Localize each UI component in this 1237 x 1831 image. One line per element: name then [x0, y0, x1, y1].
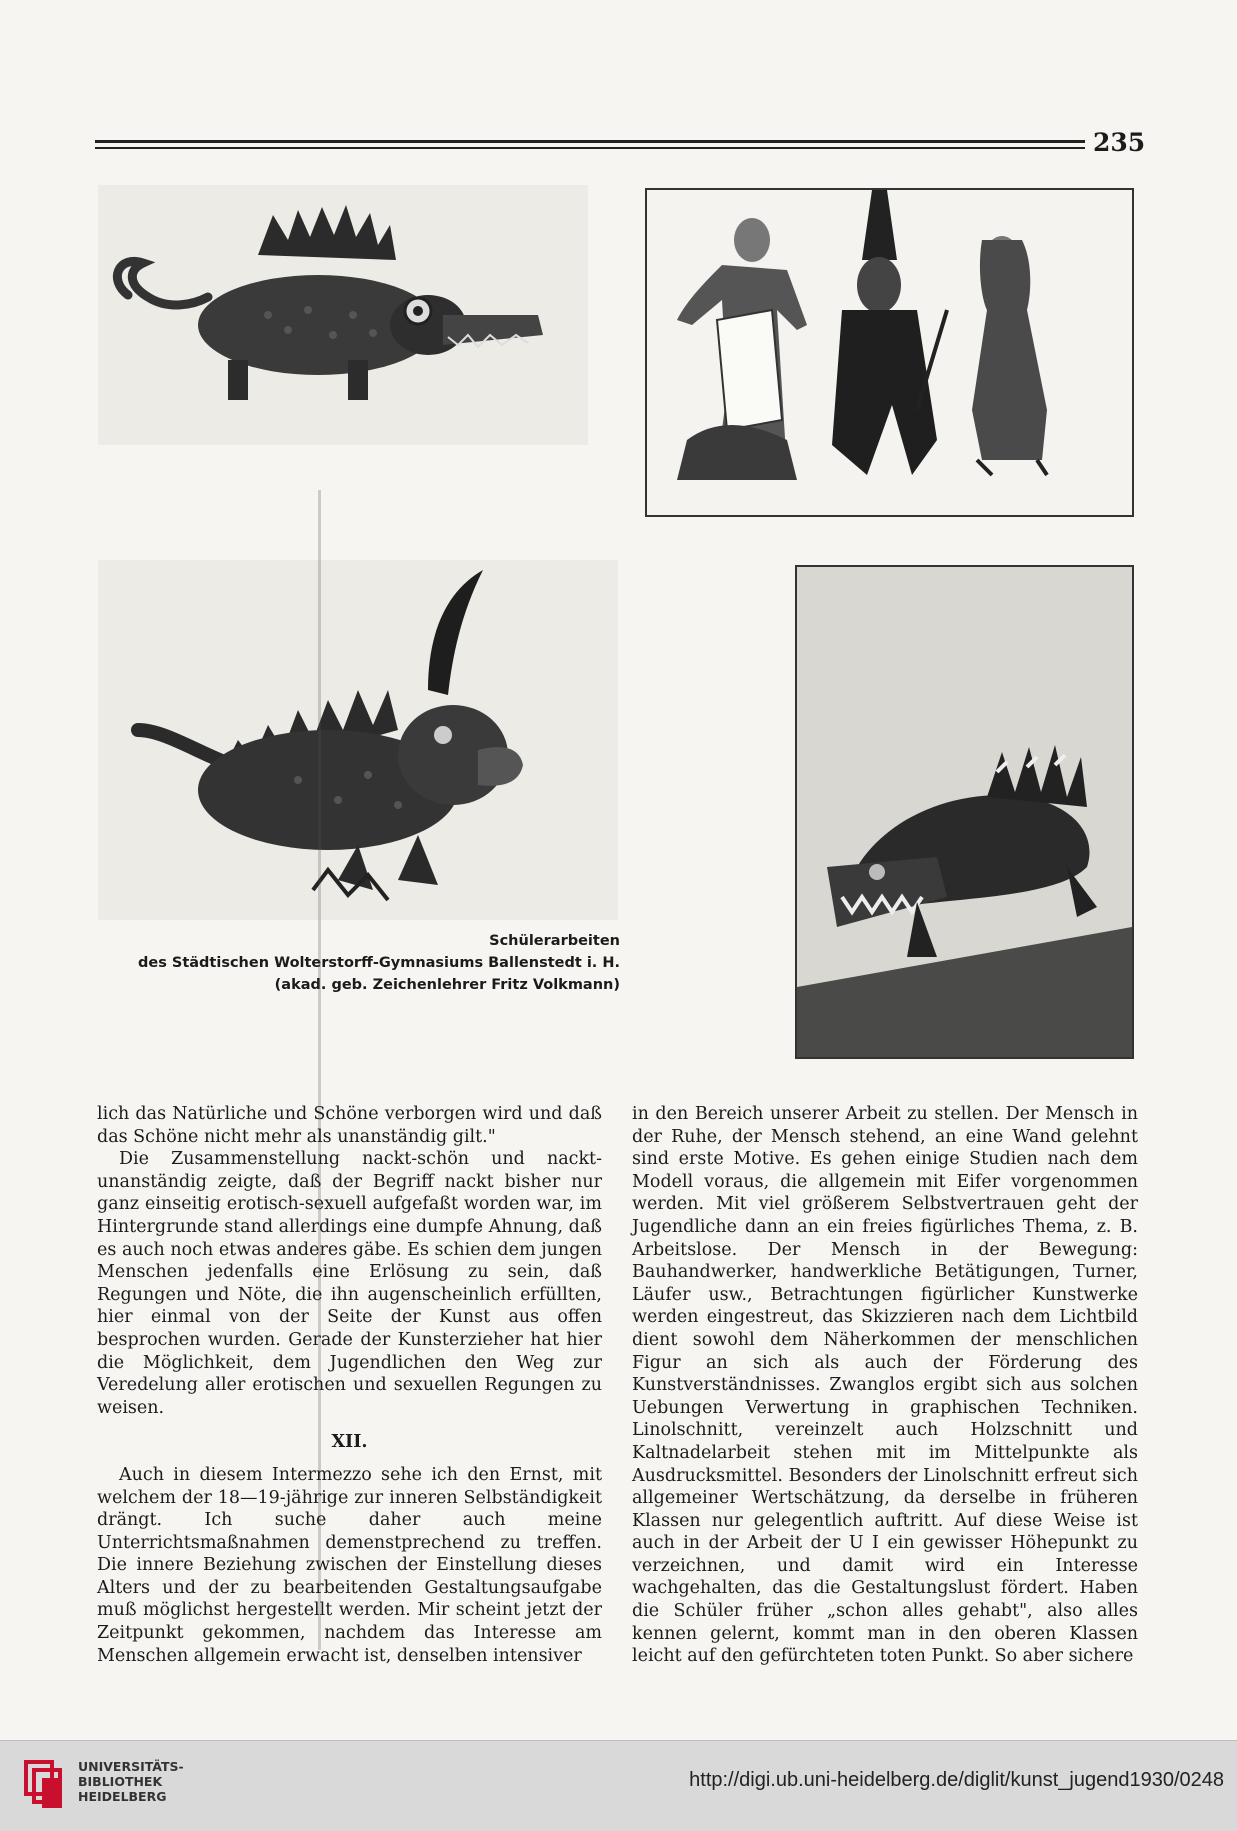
horned-dragon-image	[98, 560, 618, 920]
caption-line-3: (akad. geb. Zeichenlehrer Fritz Volkmann)	[274, 977, 620, 993]
paragraph: in den Bereich unserer Arbeit zu stellen. Der Mensch in der Ruhe, der Mensch stehend, an eine Wand gelehnt sind erste Motive. Es gehen einige Studien nach dem Modell voraus, die allgemein mit Eifer vorgenommen werden. Mit viel größerem Selbstvertrauen geht der Jugendliche dann an ein freies figürliches Thema, z. B. Arbeitslose. Der Mensch in der Bewegung: Bauhandwerker, handwerkliche Betätigungen, Turner, Läufer usw., Betrachtungen figürlicher Kunstwerke werden eingestreut, das Skizzieren nach dem Lichtbild dient sowohl dem Näherkommen der menschlichen Figur an sich als auch der Förderung des Kunstverständnisses. Zwanglos ergibt sich aus solchen Uebungen Verwertung in graphischen Techniken. Linolschnitt, vereinzelt auch Holzschnitt und Kaltnadelarbeit stehen mit im Mittelpunkte als Ausdrucksmittel. Besonders der Linolschnitt erfreut sich allgemeiner Wertschätzung, da derselbe in früheren Klassen nur gelegentlich auftritt. Auf diese Weise ist auch in der Arbeit der U I ein gewisser Höhepunkt zu verzeichnen, und damit wird ein Interesse wachgehalten, das die Gestaltungslust fördert. Haben die Schüler früher „schon alles gehabt", also alles kennen gelernt, kommt man in den oberen Klassen leicht auf den gefürchteten toten Punkt. So aber sichere	[632, 1104, 1138, 1667]
photo-three-figurines	[645, 188, 1134, 517]
caption-line-1: Schülerarbeiten	[489, 933, 620, 949]
paragraph: lich das Natürliche und Schöne verborgen wird und daß das Schöne nicht mehr als unanständig gilt."	[97, 1104, 602, 1147]
logo-text-line: BIBLIOTHEK	[78, 1774, 163, 1789]
caption-line-2: des Städtischen Wolterstorff-Gymnasiums Ballenstedt i. H.	[138, 955, 620, 971]
university-library-logo-icon	[20, 1756, 70, 1814]
logo-text-line: HEIDELBERG	[78, 1789, 167, 1804]
dragon-fan-crest-image	[98, 185, 588, 445]
figure-caption	[120, 930, 620, 996]
text-column-right	[632, 1103, 1138, 1668]
paragraph: Die Zusammenstellung nackt-schön und nackt-unanständig zeigte, daß der Begriff nackt bisher nur ganz einseitig erotisch-sexuell aufgefaßt worden war, im Hintergrunde stand allerdings eine dumpfe Ahnung, daß es auch noch etwas anderes gäbe. Es schien dem jungen Menschen jedenfalls eine Erlösung zu sein, daß Regungen und Nöte, die ihn augenscheinlich erfüllten, hier einmal von der Seite der Kunst aus offen besprochen wurden. Gerade der Kunsterzieher hat hier die Möglichkeit, dem Jugendlichen den Weg zur Veredelung aller erotischen und sexuellen Regungen zu weisen.	[97, 1149, 602, 1418]
dragon-open-jaws-image	[797, 567, 1132, 1057]
photo-dragon-fan-crest	[98, 185, 588, 445]
page-number: 235	[1093, 128, 1146, 157]
three-figurines-image	[647, 190, 1132, 515]
photo-dragon-open-jaws	[795, 565, 1134, 1059]
text-column-left	[97, 1103, 602, 1667]
header-rule	[95, 140, 1085, 149]
photo-horned-dragon	[98, 560, 618, 920]
logo-text-line: UNIVERSITÄTS-	[78, 1759, 184, 1774]
library-footer-bar	[0, 1740, 1237, 1831]
section-heading: XII.	[331, 1432, 368, 1453]
library-logo-text	[78, 1759, 184, 1804]
paragraph: Auch in diesem Intermezzo sehe ich den Ernst, mit welchem der 18—19-jährige zur inneren Selbständigkeit drängt. Ich suche daher auch meine Unterrichtsmaßnahmen demenstprechend zu treffen. Die innere Beziehung zwischen der Einstellung dieses Alters und der zu bearbeitenden Gestaltungsaufgabe muß möglichst hergestellt werden. Mir scheint jetzt der Zeitpunkt gekommen, nachdem das Interesse am Menschen allgemein erwacht ist, denselben intensiver	[97, 1464, 602, 1666]
permalink-url[interactable]: http://digi.ub.uni-heidelberg.de/diglit/kunst_jugend1930/0248	[689, 1769, 1224, 1791]
